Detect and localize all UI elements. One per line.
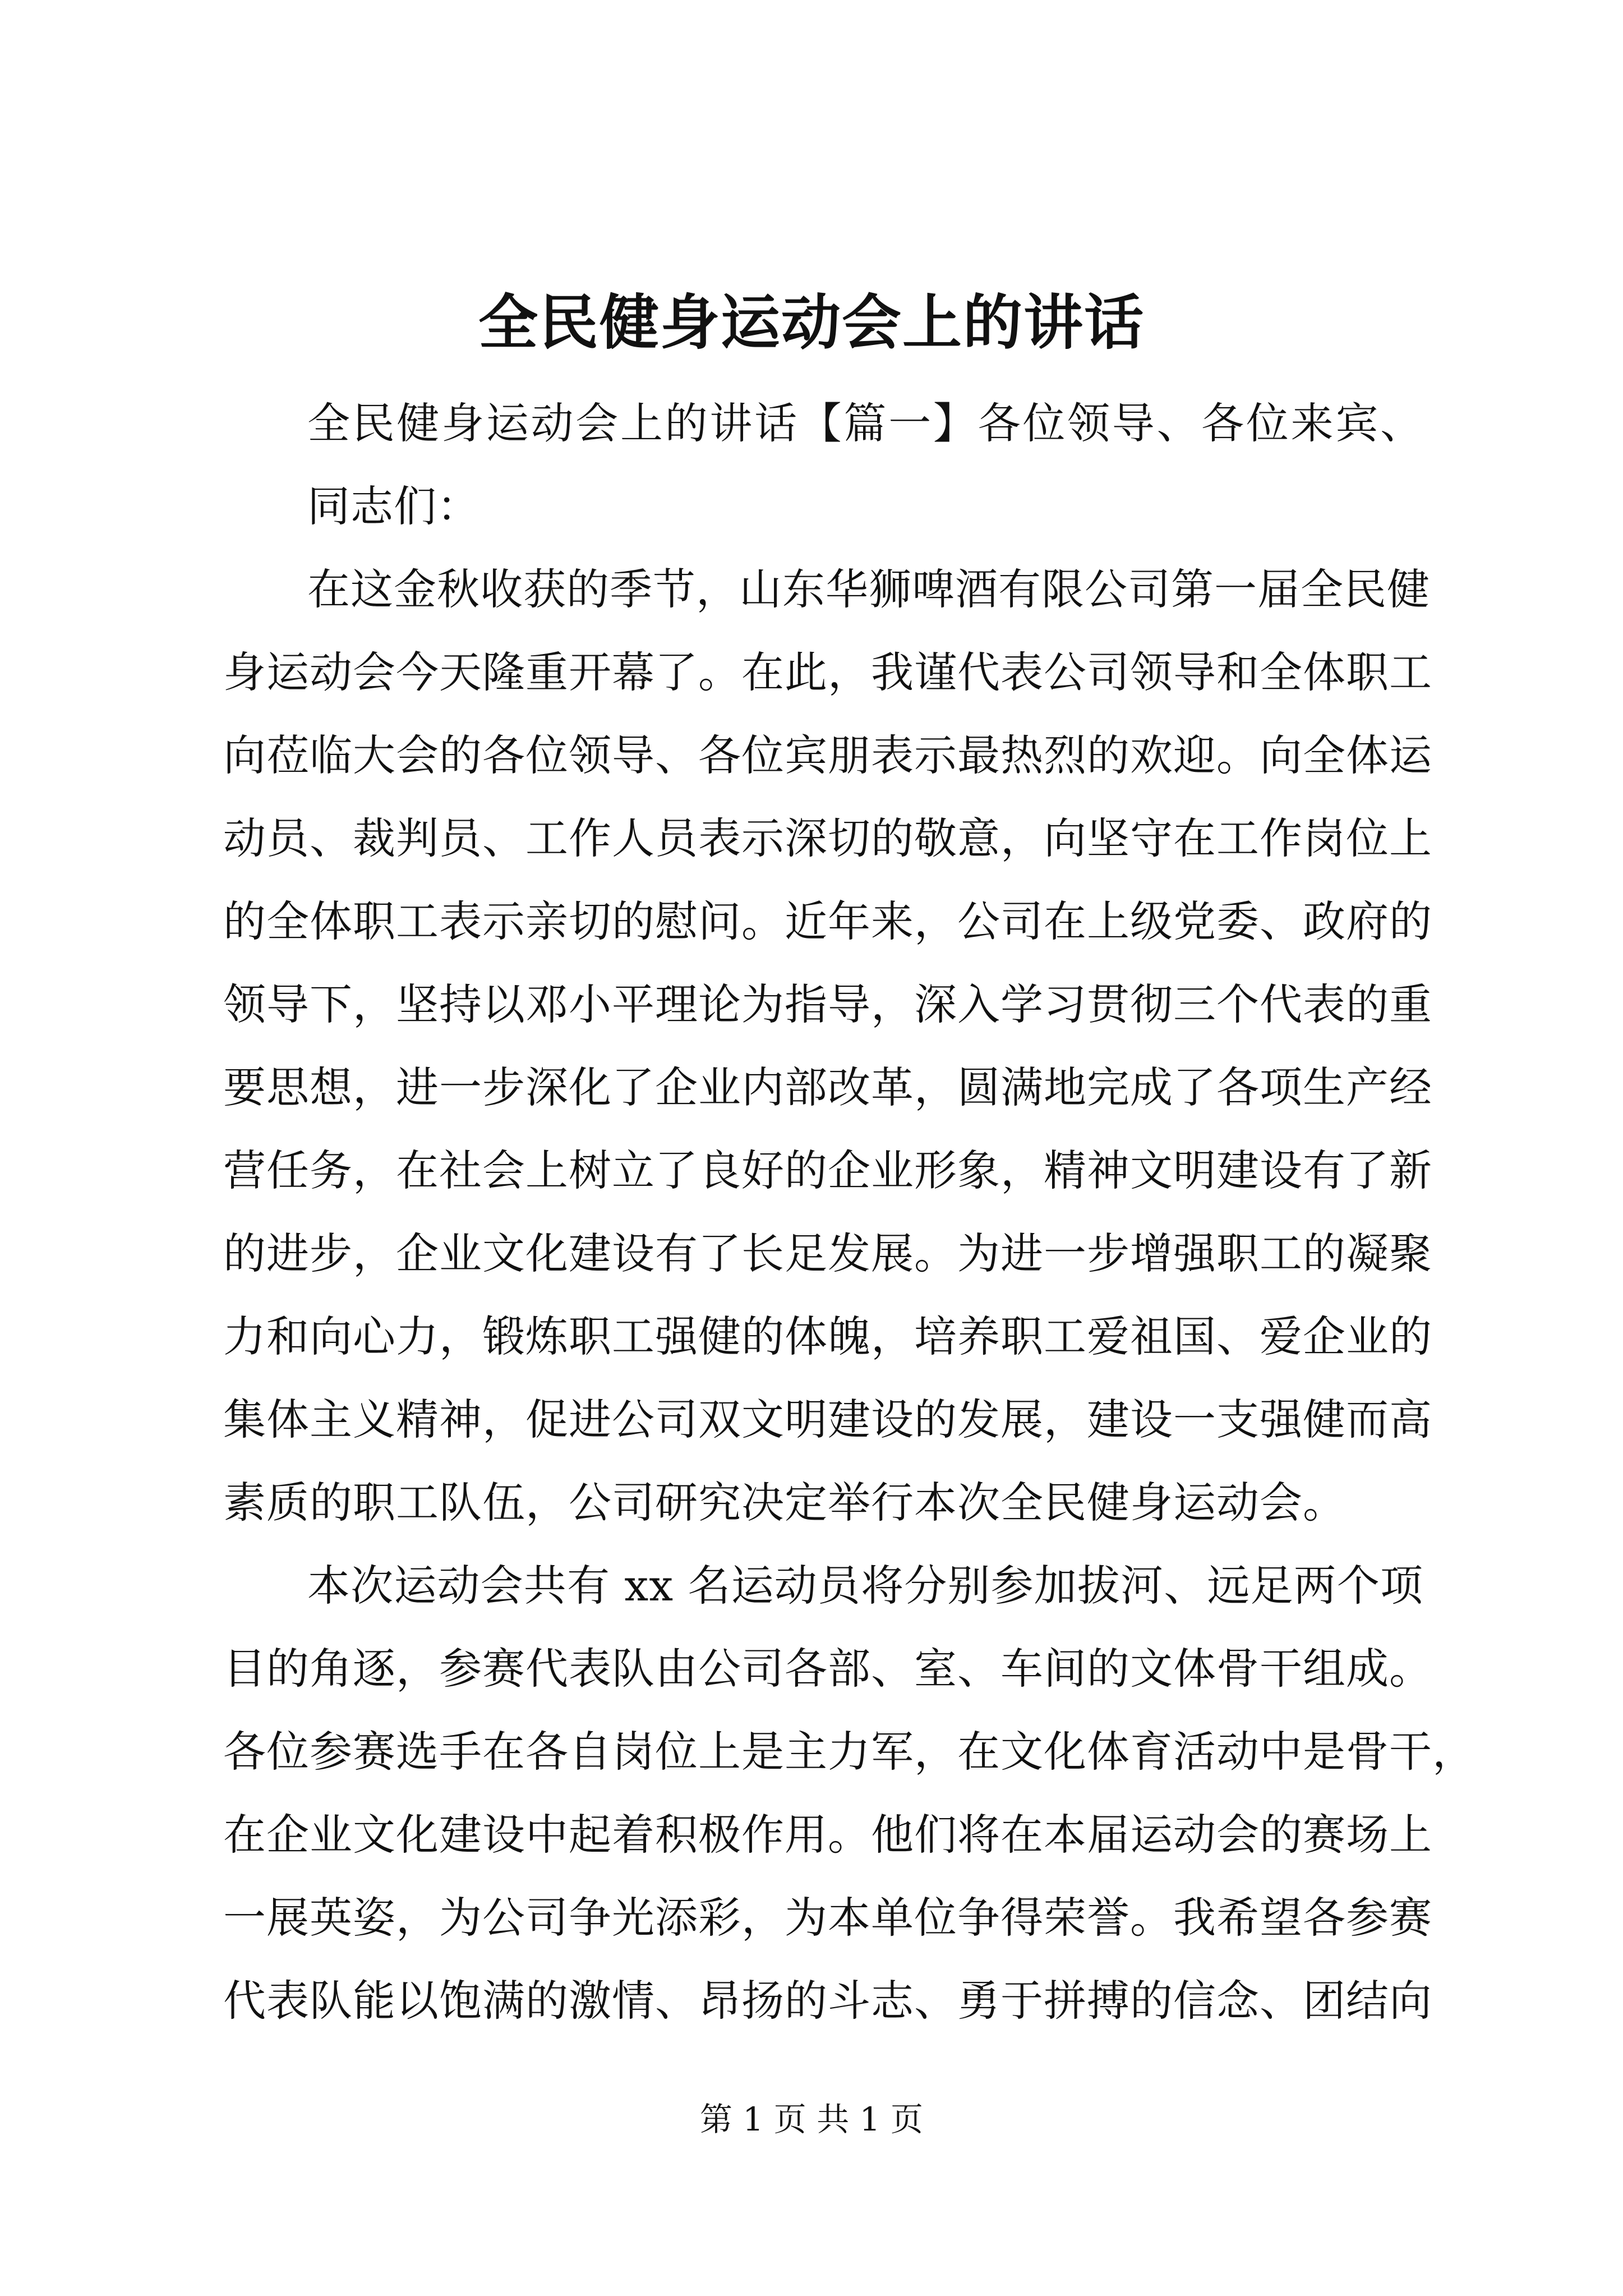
paragraph-line: 的进步，企业文化建设有了长足发展。为进一步增强职工的凝聚 bbox=[223, 1228, 1432, 1278]
paragraph-line: 动员、裁判员、工作人员表示深切的敬意，向坚守在工作岗位上 bbox=[223, 813, 1432, 863]
paragraph-line: 同志们： bbox=[307, 481, 480, 531]
document-title: 全民健身运动会上的讲话 bbox=[478, 287, 1145, 357]
paragraph-line: 全民健身运动会上的讲话【篇一】各位领导、各位来宾、 bbox=[307, 398, 1423, 448]
paragraph-line: 的全体职工表示亲切的慰问。近年来，公司在上级党委、政府的 bbox=[223, 896, 1432, 946]
paragraph-line: 力和向心力，锻炼职工强健的体魄，培养职工爱祖国、爱企业的 bbox=[223, 1312, 1432, 1361]
paragraph-line: 身运动会今天隆重开幕了。在此，我谨代表公司领导和全体职工 bbox=[223, 647, 1432, 697]
paragraph-line: 营任务，在社会上树立了良好的企业形象，精神文明建设有了新 bbox=[223, 1145, 1432, 1195]
paragraph-line: 一展英姿，为公司争光添彩，为本单位争得荣誉。我希望各参赛 bbox=[223, 1893, 1432, 1943]
paragraph-line: 领导下，坚持以邓小平理论为指导，深入学习贯彻三个代表的重 bbox=[223, 979, 1432, 1029]
page-footer: 第 1 页 共 1 页 bbox=[700, 2100, 923, 2138]
paragraph-line: 目的角逐，参赛代表队由公司各部、室、车间的文体骨干组成。 bbox=[223, 1644, 1432, 1694]
paragraph-line: 本次运动会共有 xx 名运动员将分别参加拔河、远足两个项 bbox=[307, 1561, 1423, 1611]
paragraph-line: 在这金秋收获的季节，山东华狮啤酒有限公司第一届全民健 bbox=[307, 564, 1430, 614]
paragraph-line: 集体主义精神，促进公司双文明建设的发展，建设一支强健而高 bbox=[223, 1395, 1432, 1444]
paragraph-line: 代表队能以饱满的激情、昂扬的斗志、勇于拼搏的信念、团结向 bbox=[223, 1976, 1432, 2026]
paragraph-line: 要思想，进一步深化了企业内部改革，圆满地完成了各项生产经 bbox=[223, 1062, 1432, 1112]
paragraph-line: 向莅临大会的各位领导、各位宾朋表示最热烈的欢迎。向全体运 bbox=[223, 730, 1432, 780]
paragraph-line: 素质的职工队伍，公司研究决定举行本次全民健身运动会。 bbox=[223, 1478, 1346, 1527]
paragraph-line: 各位参赛选手在各自岗位上是主力军，在文化体育活动中是骨干， bbox=[223, 1727, 1476, 1777]
paragraph-line: 在企业文化建设中起着积极作用。他们将在本届运动会的赛场上 bbox=[223, 1810, 1432, 1860]
